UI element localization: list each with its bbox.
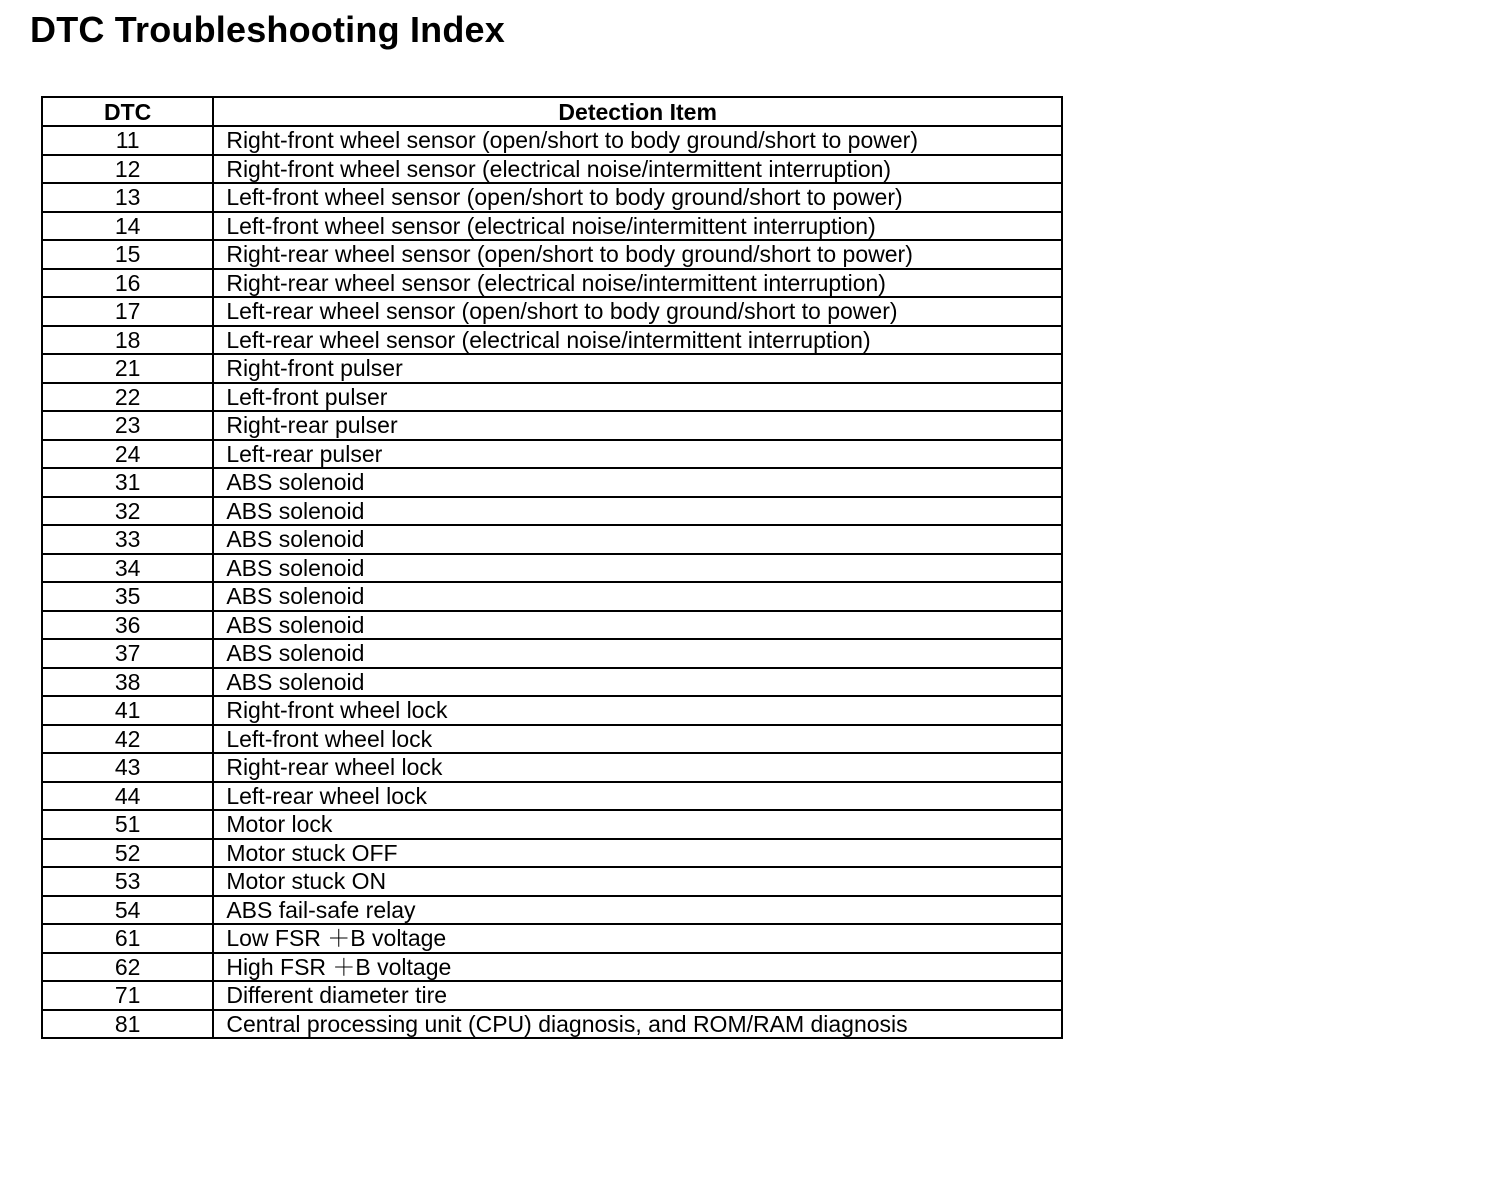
table-row <box>42 411 1062 440</box>
dtc-code-cell: 61 <box>42 924 213 953</box>
dtc-code-cell: 13 <box>42 183 213 212</box>
detection-item-cell: Right-rear pulser <box>213 411 1062 440</box>
detection-item-cell: Right-rear wheel lock <box>213 753 1062 782</box>
dtc-code-cell: 38 <box>42 668 213 697</box>
table-row <box>42 639 1062 668</box>
dtc-code-cell: 18 <box>42 326 213 355</box>
dtc-code-cell: 42 <box>42 725 213 754</box>
dtc-code-cell: 34 <box>42 554 213 583</box>
dtc-code-cell: 17 <box>42 297 213 326</box>
detection-item-cell: ABS solenoid <box>213 554 1062 583</box>
detection-item-cell: Motor lock <box>213 810 1062 839</box>
table-row <box>42 269 1062 298</box>
dtc-code-cell: 33 <box>42 525 213 554</box>
table-row <box>42 611 1062 640</box>
table-row <box>42 155 1062 184</box>
dtc-code-cell: 32 <box>42 497 213 526</box>
table-row <box>42 240 1062 269</box>
column-header-dtc: DTC <box>42 97 213 126</box>
dtc-code-cell: 21 <box>42 354 213 383</box>
table-row <box>42 810 1062 839</box>
dtc-code-cell: 44 <box>42 782 213 811</box>
table-row <box>42 839 1062 868</box>
detection-item-cell: Left-front wheel sensor (electrical noise/intermittent interruption) <box>213 212 1062 241</box>
detection-item-cell: High FSR ＋B voltage <box>213 953 1062 982</box>
table-row <box>42 525 1062 554</box>
detection-item-cell: Right-front wheel sensor (electrical noise/intermittent interruption) <box>213 155 1062 184</box>
detection-item-cell: Left-front wheel sensor (open/short to body ground/short to power) <box>213 183 1062 212</box>
dtc-code-cell: 23 <box>42 411 213 440</box>
dtc-code-cell: 53 <box>42 867 213 896</box>
dtc-code-cell: 35 <box>42 582 213 611</box>
detection-item-cell: ABS solenoid <box>213 468 1062 497</box>
table-row <box>42 696 1062 725</box>
table-row <box>42 126 1062 155</box>
detection-item-cell: ABS solenoid <box>213 497 1062 526</box>
table-row <box>42 297 1062 326</box>
table-row <box>42 867 1062 896</box>
detection-item-cell: ABS fail-safe relay <box>213 896 1062 925</box>
detection-item-cell: Right-front wheel lock <box>213 696 1062 725</box>
dtc-code-cell: 22 <box>42 383 213 412</box>
dtc-code-cell: 12 <box>42 155 213 184</box>
table-row <box>42 497 1062 526</box>
table-row <box>42 753 1062 782</box>
table-row <box>42 953 1062 982</box>
detection-item-cell: Left-rear pulser <box>213 440 1062 469</box>
dtc-index-table <box>41 96 1063 1039</box>
detection-item-cell: Central processing unit (CPU) diagnosis, and ROM/RAM diagnosis <box>213 1010 1062 1039</box>
table-row <box>42 468 1062 497</box>
dtc-code-cell: 71 <box>42 981 213 1010</box>
detection-item-cell: Motor stuck OFF <box>213 839 1062 868</box>
table-row <box>42 981 1062 1010</box>
table-row <box>42 383 1062 412</box>
table-row <box>42 212 1062 241</box>
table-row <box>42 896 1062 925</box>
dtc-code-cell: 31 <box>42 468 213 497</box>
detection-item-cell: Left-rear wheel lock <box>213 782 1062 811</box>
table-row <box>42 354 1062 383</box>
dtc-code-cell: 24 <box>42 440 213 469</box>
dtc-code-cell: 43 <box>42 753 213 782</box>
page-title: DTC Troubleshooting Index <box>30 9 505 50</box>
detection-item-cell: Low FSR ＋B voltage <box>213 924 1062 953</box>
detection-item-cell: Left-rear wheel sensor (electrical noise/intermittent interruption) <box>213 326 1062 355</box>
dtc-code-cell: 36 <box>42 611 213 640</box>
table-body <box>42 126 1062 1038</box>
dtc-code-cell: 54 <box>42 896 213 925</box>
dtc-code-cell: 15 <box>42 240 213 269</box>
dtc-code-cell: 14 <box>42 212 213 241</box>
table-row <box>42 440 1062 469</box>
detection-item-cell: ABS solenoid <box>213 639 1062 668</box>
detection-item-cell: ABS solenoid <box>213 525 1062 554</box>
detection-item-cell: Left-rear wheel sensor (open/short to body ground/short to power) <box>213 297 1062 326</box>
table-row <box>42 582 1062 611</box>
detection-item-cell: Right-rear wheel sensor (electrical noise/intermittent interruption) <box>213 269 1062 298</box>
detection-item-cell: Left-front wheel lock <box>213 725 1062 754</box>
table-row <box>42 782 1062 811</box>
table-row <box>42 326 1062 355</box>
table-header-row <box>42 97 1062 126</box>
table-row <box>42 725 1062 754</box>
dtc-code-cell: 62 <box>42 953 213 982</box>
dtc-code-cell: 51 <box>42 810 213 839</box>
detection-item-cell: ABS solenoid <box>213 582 1062 611</box>
detection-item-cell: Right-front wheel sensor (open/short to body ground/short to power) <box>213 126 1062 155</box>
detection-item-cell: Right-front pulser <box>213 354 1062 383</box>
detection-item-cell: Different diameter tire <box>213 981 1062 1010</box>
dtc-code-cell: 52 <box>42 839 213 868</box>
detection-item-cell: ABS solenoid <box>213 668 1062 697</box>
table-row <box>42 668 1062 697</box>
dtc-code-cell: 37 <box>42 639 213 668</box>
dtc-code-cell: 16 <box>42 269 213 298</box>
dtc-code-cell: 11 <box>42 126 213 155</box>
table-row <box>42 924 1062 953</box>
dtc-code-cell: 41 <box>42 696 213 725</box>
dtc-code-cell: 81 <box>42 1010 213 1039</box>
table-row <box>42 183 1062 212</box>
column-header-detection-item: Detection Item <box>213 97 1062 126</box>
detection-item-cell: Left-front pulser <box>213 383 1062 412</box>
detection-item-cell: Right-rear wheel sensor (open/short to body ground/short to power) <box>213 240 1062 269</box>
detection-item-cell: ABS solenoid <box>213 611 1062 640</box>
table-row <box>42 554 1062 583</box>
detection-item-cell: Motor stuck ON <box>213 867 1062 896</box>
table-row <box>42 1010 1062 1039</box>
